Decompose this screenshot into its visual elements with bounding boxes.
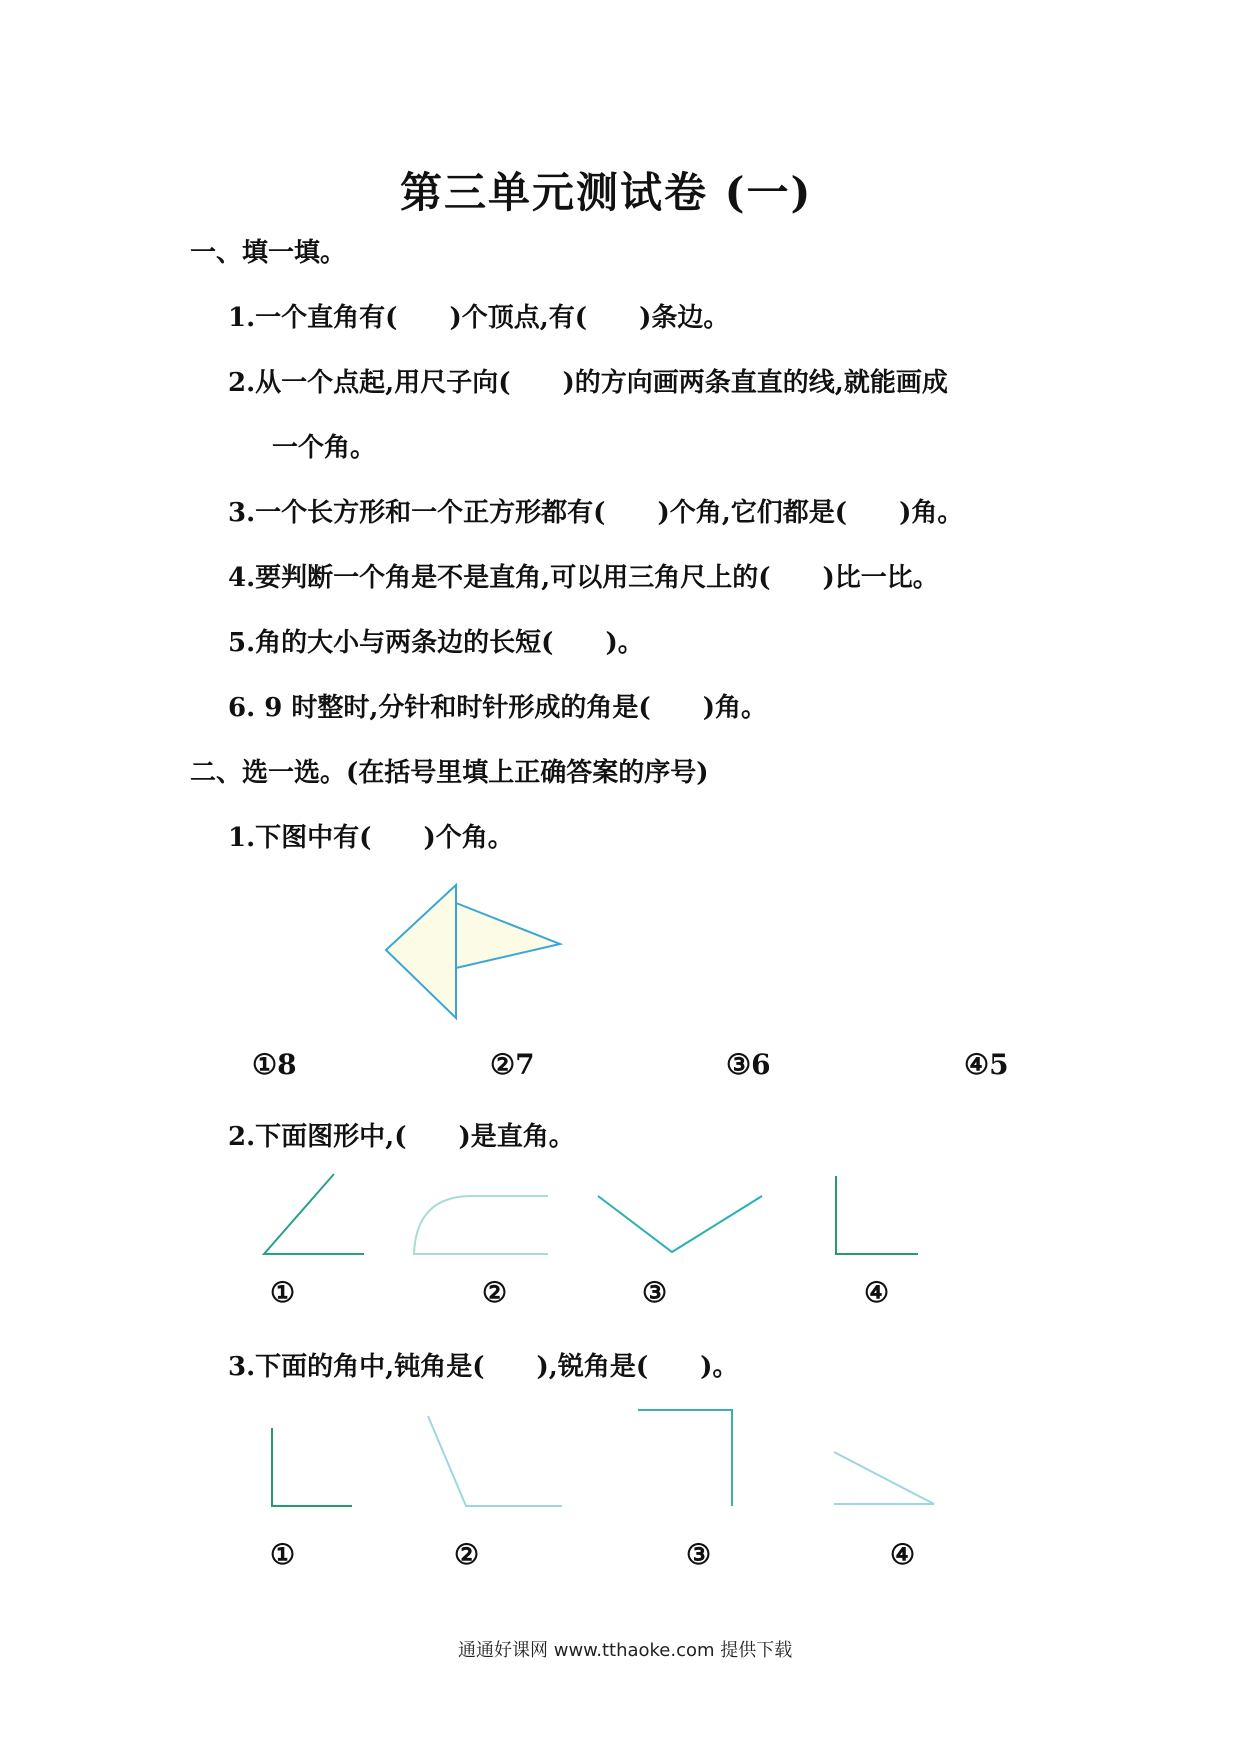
q2-2-option-3: ③ [642,1276,668,1309]
q2-3-option-2: ② [454,1538,480,1571]
q2-3-option-3: ③ [686,1538,712,1571]
arrow-triangle-tail [456,903,560,968]
q2-2-option-1: ① [270,1276,296,1309]
question-1-4: 4.要判断一个角是不是直角,可以用三角尺上的( )比一比。 [228,563,939,593]
angle-figure-2 [428,1416,562,1506]
angle-figure-3 [638,1410,732,1506]
section-heading-choose: 二、选一选。(在括号里填上正确答案的序号) [190,758,709,788]
question-2-3: 3.下面的角中,钝角是( ),锐角是( )。 [228,1352,739,1382]
angle-figure-1 [272,1428,352,1506]
section-heading-fill: 一、填一填。 [190,238,347,268]
q2-3-option-4: ④ [890,1538,916,1571]
page-title: 第三单元测试卷 (一) [400,168,813,217]
question-1-1: 1.一个直角有( )个顶点,有( )条边。 [228,303,730,333]
question-1-6: 6. 9 时整时,分针和时针形成的角是( )角。 [228,693,767,723]
question-2-2: 2.下面图形中,( )是直角。 [228,1122,575,1152]
question-1-2: 2.从一个点起,用尺子向( )的方向画两条直直的线,就能画成 [228,368,948,398]
q2-1-option-4: ④5 [964,1048,1009,1081]
arrow-triangle-head [386,885,456,1018]
angle-figure-4 [834,1452,934,1504]
obtuse-v-figure [598,1196,762,1252]
footer-text: 通通好课网 www.tthaoke.com 提供下载 [458,1640,793,1661]
curved-angle-figure [414,1196,548,1254]
q2-2-option-2: ② [482,1276,508,1309]
q2-1-option-1: ①8 [252,1048,297,1081]
acute-angle-figure [264,1174,364,1254]
question-1-5: 5.角的大小与两条边的长短( )。 [228,628,644,658]
q2-1-option-2: ②7 [490,1048,535,1081]
question-2-1: 1.下图中有( )个角。 [228,823,514,853]
q2-1-option-3: ③6 [726,1048,771,1081]
question-1-3: 3.一个长方形和一个正方形都有( )个角,它们都是( )角。 [228,498,964,528]
question-1-2-cont: 一个角。 [272,433,377,463]
q2-3-option-1: ① [270,1538,296,1571]
q2-2-option-4: ④ [864,1276,890,1309]
right-angle-figure [836,1176,918,1254]
